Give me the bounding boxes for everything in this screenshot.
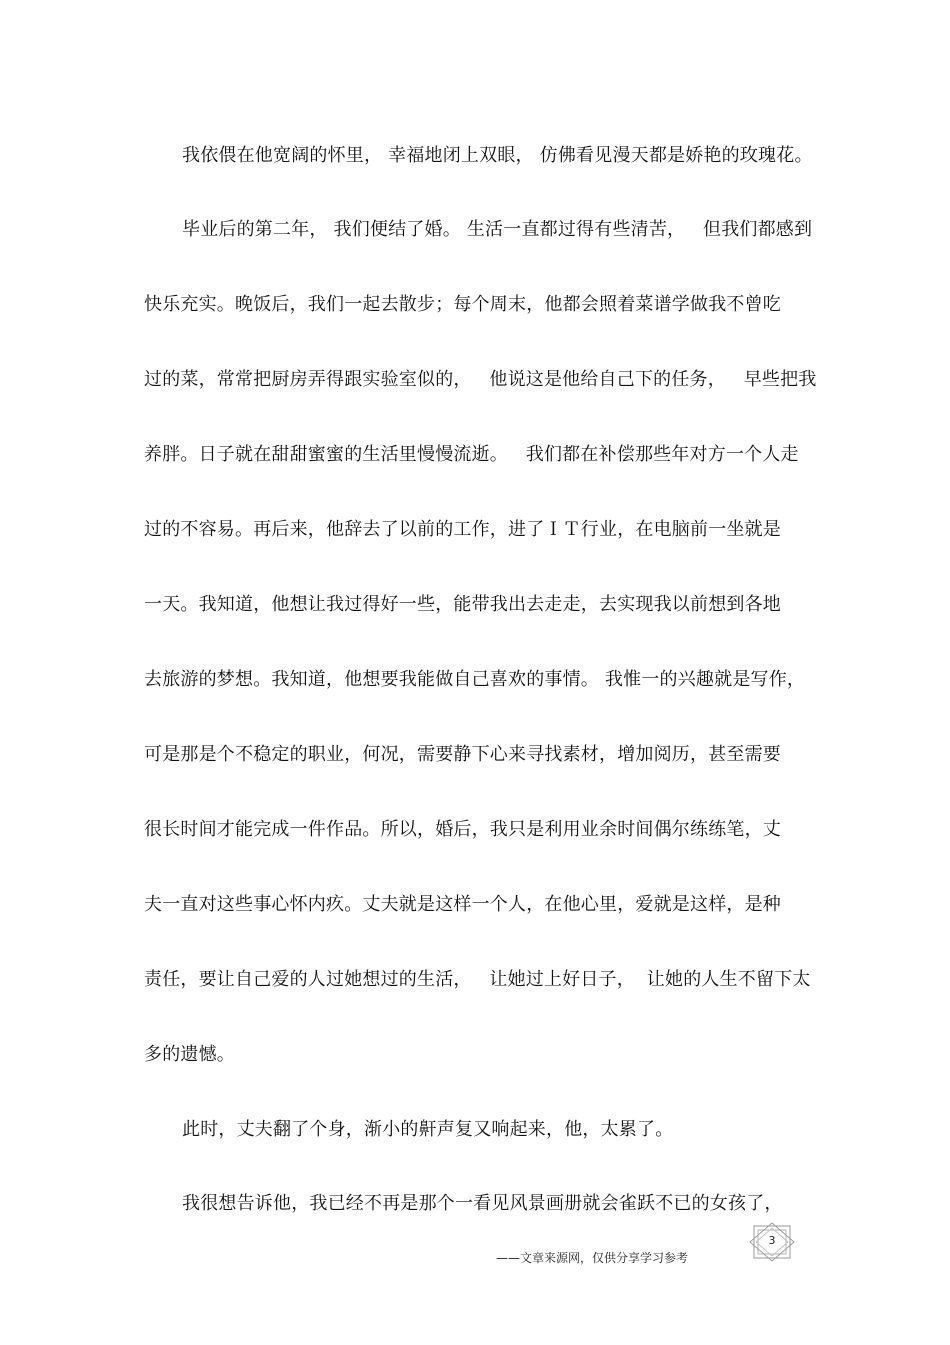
text-line: 过的菜，常常把厨房弄得跟实验室似的， 他说这是他给自己下的任务， 早些把我 [144, 369, 817, 390]
text-line: 很长时间才能完成一件作品。所以，婚后，我只是利用业余时间偶尔练练笔，丈 [144, 819, 781, 840]
text-line: 责任，要让自己爱的人过她想过的生活， 让她过上好日子， 让她的人生不留下太 [144, 969, 811, 990]
text-line: 毕业后的第二年， 我们便结了婚。 生活一直都过得有些清苦， 但我们都感到 [182, 219, 813, 240]
text-line: 养胖。日子就在甜甜蜜蜜的生活里慢慢流逝。 我们都在补偿那些年对方一个人走 [144, 444, 799, 465]
source-footer: ——文章来源网，仅供分享学习参考 [496, 1251, 689, 1265]
text-line: 去旅游的梦想。我知道，他想要我能做自己喜欢的事情。 我惟一的兴趣就是写作， [144, 669, 806, 690]
text-line: 多的遗憾。 [144, 1044, 235, 1065]
page-number-badge [748, 1222, 796, 1262]
text-line: 可是那是个不稳定的职业，何况，需要静下心来寻找素材，增加阅历，甚至需要 [144, 744, 781, 765]
text-line: 我很想告诉他，我已经不再是那个一看见风景画册就会雀跃不已的女孩了， [182, 1193, 783, 1214]
text-line: 过的不容易。再后来，他辞去了以前的工作，进了ＩＴ行业，在电脑前一坐就是 [144, 519, 781, 540]
text-line: 夫一直对这些事心怀内疚。丈夫就是这样一个人，在他心里，爱就是这样，是种 [144, 894, 781, 915]
text-line: 我依偎在他宽阔的怀里， 幸福地闭上双眼， 仿佛看见漫天都是娇艳的玫瑰花。 [182, 145, 813, 166]
text-line: 快乐充实。晚饭后，我们一起去散步；每个周末，他都会照着菜谱学做我不曾吃 [144, 294, 781, 315]
text-line: 此时，丈夫翻了个身，渐小的鼾声复又响起来，他，太累了。 [182, 1119, 674, 1140]
text-line: 一天。我知道，他想让我过得好一些，能带我出去走走，去实现我以前想到各地 [144, 594, 781, 615]
page-number: 3 [768, 1234, 776, 1247]
